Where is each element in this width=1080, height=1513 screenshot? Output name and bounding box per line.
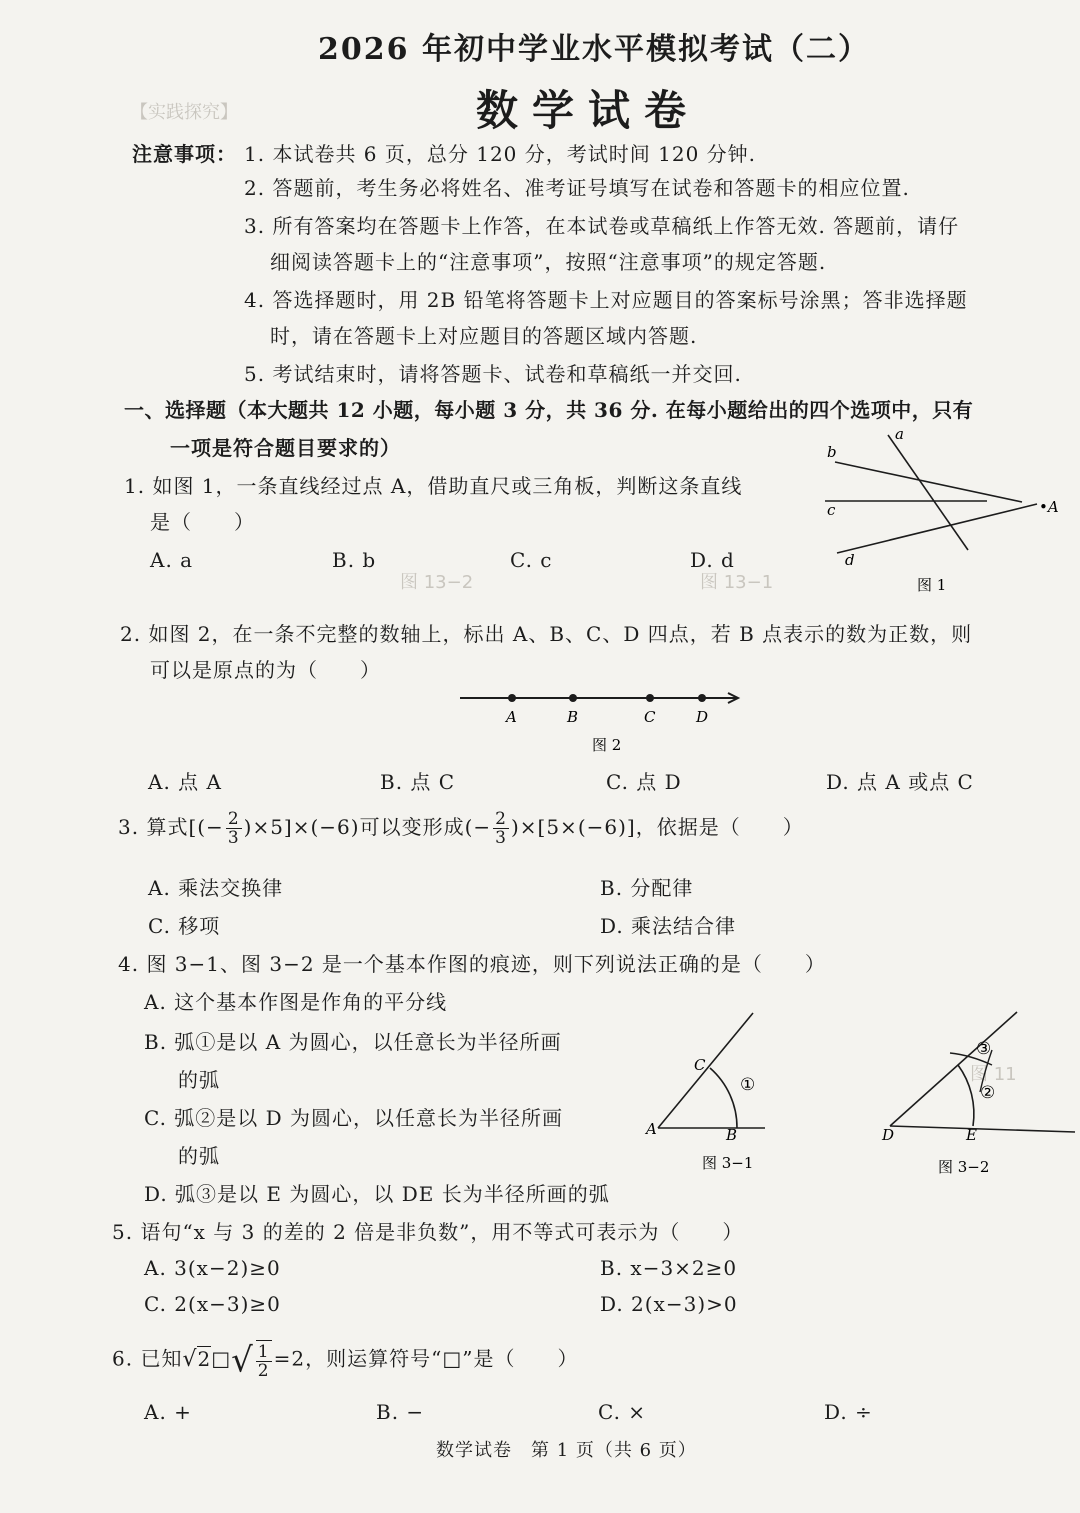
notice-item-4: 4. 答选择题时，用 2B 铅笔将答题卡上对应题目的答案标号涂黑；答非选择题	[244, 288, 968, 312]
q3-fraction-1: $\frac{2}{3}$	[227, 809, 240, 848]
q4-stem: 4. 图 3−1、图 3−2 是一个基本作图的痕迹，则下列说法正确的是（ ）	[118, 952, 826, 976]
fig1-label-a: a	[895, 425, 904, 443]
q1-option-c: C. c	[510, 548, 553, 572]
q5-option-b: B. x−3×2≥0	[600, 1256, 738, 1280]
fig1-point-a: •A	[1039, 498, 1059, 516]
fig2-caption: 图 2	[592, 736, 622, 754]
exam-title: 2026 年初中学业水平模拟考试（二）	[318, 32, 870, 67]
bleed-text-4: 图 11	[970, 1064, 1017, 1085]
subject-title: 数学试卷	[476, 86, 701, 135]
q3-option-d: D. 乘法结合律	[600, 914, 737, 938]
figure-3	[640, 1010, 1080, 1180]
q4-option-b: B. 弧①是以 A 为圆心，以任意长为半径所画	[144, 1030, 562, 1054]
q2-option-c: C. 点 D	[606, 770, 682, 794]
q1-option-b: B. b	[332, 548, 377, 572]
q3-option-c: C. 移项	[148, 914, 221, 938]
q1-stem: 1. 如图 1，一条直线经过点 A，借助直尺或三角板，判断这条直线	[124, 474, 743, 498]
bleed-text-2: 图 13−1	[700, 572, 774, 593]
q1-option-d: D. d	[690, 548, 735, 572]
q1-stem-cont: 是（ ）	[150, 510, 255, 534]
q4-option-d: D. 弧③是以 E 为圆心，以 DE 长为半径所画的弧	[144, 1182, 610, 1206]
notice-item-2: 2. 答题前，考生务必将姓名、准考证号填写在试卷和答题卡的相应位置.	[244, 176, 910, 200]
q6-option-c: C. ×	[598, 1400, 647, 1424]
q3-option-b: B. 分配律	[600, 876, 694, 900]
fig3-1-caption: 图 3−1	[702, 1154, 754, 1172]
bleed-text-3: 【实践探究】	[130, 102, 238, 123]
fig3-2-caption: 图 3−2	[938, 1158, 990, 1176]
q6-option-a: A. +	[144, 1400, 192, 1424]
q5-option-c: C. 2(x−3)≥0	[144, 1292, 281, 1316]
fig2-point-d: D	[696, 708, 709, 726]
fig3-1-label-c: C	[694, 1056, 706, 1074]
notice-item-3: 3. 所有答案均在答题卡上作答，在本试卷或草稿纸上作答无效. 答题前，请仔	[244, 214, 960, 238]
notice-label: 注意事项：	[132, 142, 237, 166]
section1-heading-cont: 一项是符合题目要求的）	[170, 436, 401, 460]
fig3-1-label-b: B	[726, 1126, 738, 1144]
q3-mid-1: )×5]×(−6)可以变形成(−	[243, 815, 492, 839]
fig2-point-c: C	[644, 708, 656, 726]
q6-prefix: 6. 已知	[112, 1346, 183, 1371]
bleed-text-1: 图 13−2	[400, 572, 474, 593]
notice-item-1: 1. 本试卷共 6 页，总分 120 分，考试时间 120 分钟.	[244, 142, 757, 166]
q6-operator-box: □	[211, 1346, 232, 1371]
fig3-2-label-d: D	[882, 1126, 895, 1144]
q2-stem: 2. 如图 2，在一条不完整的数轴上，标出 A、B、C、D 四点，若 B 点表示的数为正数，则	[120, 622, 973, 646]
fig2-point-b: B	[567, 708, 579, 726]
fig3-2-label-e: E	[966, 1126, 977, 1144]
fig1-caption: 图 1	[917, 576, 947, 594]
q5-stem: 5. 语句“x 与 3 的差的 2 倍是非负数”，用不等式可表示为（ ）	[112, 1220, 744, 1244]
q2-option-a: A. 点 A	[148, 770, 222, 794]
q2-option-b: B. 点 C	[380, 770, 456, 794]
q3-stem	[118, 810, 804, 847]
q5-option-a: A. 3(x−2)≥0	[144, 1256, 281, 1280]
q2-option-d: D. 点 A 或点 C	[826, 770, 974, 794]
figure-2	[452, 684, 752, 758]
page-footer: 数学试卷 第 1 页（共 6 页）	[436, 1440, 697, 1461]
q3-fraction-2: $\frac{2}{3}$	[495, 809, 507, 848]
q6-suffix: =2，则运算符号“□”是（ ）	[273, 1346, 579, 1371]
q6-sqrt-half: √ $\frac{1}{2}$	[231, 1340, 270, 1381]
fig3-1-arc-label: ①	[740, 1075, 756, 1095]
q6-option-b: B. −	[376, 1400, 425, 1424]
q1-option-a: A. a	[150, 548, 194, 572]
fig1-label-d: d	[845, 551, 855, 569]
q3-prefix: 3. 算式[(−	[118, 815, 224, 839]
q4-option-b-cont: 的弧	[178, 1068, 220, 1092]
notice-item-3-cont: 细阅读答题卡上的“注意事项”，按照“注意事项”的规定答题.	[270, 250, 827, 274]
q4-option-c: C. 弧②是以 D 为圆心，以任意长为半径所画	[144, 1106, 564, 1130]
fig2-point-a: A	[506, 708, 517, 726]
section1-heading: 一、选择题（本大题共 12 小题，每小题 3 分，共 36 分. 在每小题给出的四个选项中，只有	[124, 398, 974, 422]
fig3-2-arc3-label: ③	[976, 1039, 992, 1059]
q6-sqrt-2: √2	[182, 1346, 212, 1372]
q3-mid-2: )×[5×(−6)]，依据是（ ）	[510, 815, 804, 839]
figure-1	[815, 425, 1070, 600]
fig1-label-c: c	[827, 501, 836, 519]
fig3-2-arc2-label: ②	[980, 1083, 996, 1103]
q5-option-d: D. 2(x−3)>0	[600, 1292, 738, 1316]
fig3-1-label-a: A	[646, 1120, 657, 1138]
q4-option-c-cont: 的弧	[178, 1144, 220, 1168]
q6-stem	[112, 1340, 578, 1380]
q2-stem-cont: 可以是原点的为（ ）	[150, 658, 381, 682]
q3-option-a: A. 乘法交换律	[148, 876, 284, 900]
q6-option-d: D. ÷	[824, 1400, 873, 1424]
notice-item-5: 5. 考试结束时，请将答题卡、试卷和草稿纸一并交回.	[244, 362, 742, 386]
fig1-label-b: b	[827, 443, 837, 461]
notice-item-4-cont: 时，请在答题卡上对应题目的答题区域内答题.	[270, 324, 698, 348]
q4-option-a: A. 这个基本作图是作角的平分线	[144, 990, 448, 1014]
